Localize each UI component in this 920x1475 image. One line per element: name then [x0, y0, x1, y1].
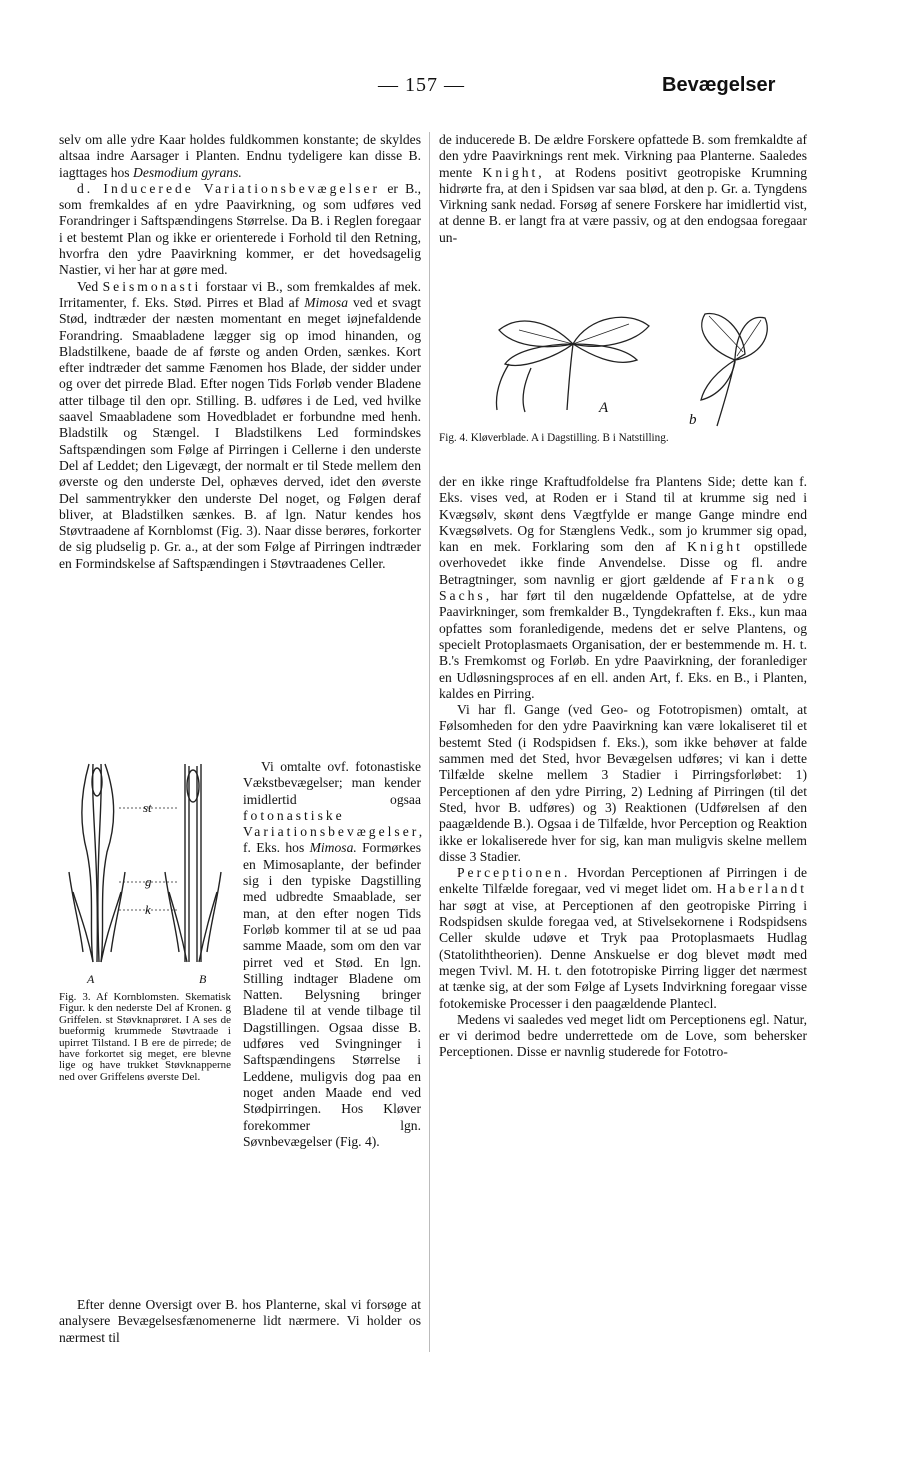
text-run: er B., som fremkaldes af en ydre Paavirkning, og som udføres ved Forandringer i Saftspændingens Størrelse. Da B. i Reglen foregaar i et bestemt Plan og ikke er orienterede i Forhold til den Retning, hvorfra den ydre Paavirkning kommer, er det hovedsagelig Nastier, vi her har at gøre med.: [59, 180, 421, 278]
text-run: selv om alle ydre Kaar holdes fuldkommen konstante; de skyldes altsaa indre Aarsager i Planten. Endnu tydeligere kan disse B. iagttages hos: [59, 132, 421, 180]
text-run: Ved: [77, 278, 99, 294]
figure-3: [59, 752, 231, 1083]
figure-3-caption: Fig. 3. Af Kornblomsten. Skematisk Figur. k den nederste Del af Kronen. g Griffelen. st Støvknaprøret. I A ses de bueformig krummede Støvtraade i upirret Tilstand. I B ere de pirrede; de have forkortet sig meget, ere blevne lige og have trukket Støvknapperne ned over Griffelens øverste Del.: [59, 991, 231, 1083]
term-label: fotonastiske Variationsbevægelser,: [243, 807, 426, 840]
petiole-a: [567, 344, 573, 410]
person-name: Knight,: [482, 164, 545, 180]
paragraph: [439, 474, 807, 702]
text-run: Vi omtalte ovf. fotonastiske Vækstbevægelser; man kender imidlertid ogsaa: [243, 759, 421, 807]
term-label: Seismonasti: [102, 278, 202, 294]
person-name: Knight: [687, 539, 743, 555]
left-column-end: [59, 1297, 421, 1346]
figure-4-caption: Fig. 4. Kløverblade. A i Dagstilling. B i Natstilling.: [439, 432, 669, 444]
filament-a-left: [82, 764, 93, 962]
text-run: f. Eks. hos: [243, 840, 305, 856]
paragraph: Vi har fl. Gange (ved Geo- og Fototropismen) omtalt, at Følsomheden for den ydre Paavirkning kan være lokaliseret til et bestemt Sted (i Rodspidsen f. Eks.), som ikke behøver at falde sammen med det Sted, hvor Bevægelsen udføres; vi kan i dette Tilfælde skelne mellem 3 Stadier i Pirringsforløbet: 1) Perceptionen af den ydre Pirring, 2) Ledning af Pirringen (til det Sted, hvor B. udføres) og 3) Reaktionen (Udførelsen af den paagældende B.). Ogsaa i de Tilfælde, hvor Perception og Reaktion ikke er lokaliserede hver for sig, kan man muligvis skelne mellem disse 3 Stadier.: [439, 702, 807, 864]
species-name: Mimosa.: [309, 840, 357, 856]
label-B: B: [199, 972, 207, 986]
right-column: [439, 132, 807, 246]
person-name: Haberlandt: [716, 881, 807, 897]
text-run: forstaar vi B., som fremkaldes af mek. Irritamenter, f. Eks. Stød. Pirres et Blad af: [59, 278, 421, 310]
label-st: st: [143, 800, 152, 815]
term-label: d. Inducerede Variationsbevægelser: [77, 180, 381, 196]
text-run: har ført til den nugældende Opfattelse, at de ydre Paavirkninger, som fremkalder B., Tyngdekraften f. Eks., kun maa opfattes som foranledigende, medens det er selve Plantens, og specielt Protoplasmaets Organisation, der er bestemmende m. H. t. B.'s Fremkomst og Forløb. En ydre Paavirkning, der foranlediger en Udløsningsproces af en ell. anden Art, f. Eks. en B., i Planten, kaldes en Pirring.: [439, 588, 807, 701]
text-run: der en ikke ringe Kraftudfoldelse fra Plantens Side; dette kan f. Eks. vises ved, at Roden er i Stand til at krumme sig ned i Kvægsølv, skønt dens Vægtfylde er mange Gange mindre end Kvægsølvets. Og for Stænglens Vedk., som jo krummer sig opad, kan en mek. Forklaring som den af: [439, 474, 807, 555]
right-column-continued: [439, 474, 807, 1061]
text-run: at Rodens positivt geotropiske Krumning hidrørte fra, at den i Spidsen var saa blød, at den p. Gr. a. Tyngdens Virkning sank nedad. Forsøg af senere Forskere har imidlertid vist, at denne B. er langt fra at være passiv, og at den endogsaa foregaar un-: [439, 164, 808, 245]
term-label: Perceptionen.: [457, 865, 571, 881]
leaflet-a-front: [505, 344, 573, 365]
paragraph: [59, 181, 421, 279]
paragraph: [439, 865, 807, 1012]
figure-4: [439, 300, 807, 450]
person-name: Frank og Sachs,: [439, 571, 807, 604]
label-g: g: [145, 874, 152, 889]
label-k: k: [145, 902, 151, 917]
running-title: Bevægelser: [662, 74, 776, 96]
text-run: har søgt at vise, at Perceptionen af den geotropiske Pirring i Rodspidsen skulde foregaa ved, at Stivelsekornene i Rodspidsens Celler skulde udøve et Tryk paa Protoplasmaets Hudlag (Statoliththeorien). Denne Anskuelse er dog blevet mødt med megen Tvivl. M. H. t. den fototropiske Pirring ligger det nærmest at tænke sig, at der som Følge af Lysets Indvirkning foregaar visse fotokemiske Processer i den paagældende Plantecl.: [439, 897, 807, 1011]
paragraph: Efter denne Oversigt over B. hos Planterne, skal vi forsøge at analysere Bevægelsesfænomenerne lidt nærmere. Vi holder os nærmest til: [59, 1297, 421, 1345]
text-run: Hvordan Perceptionen af Pirringen i de enkelte Tilfælde foregaar, ved vi meget lidet om.: [439, 865, 808, 897]
paragraph: [59, 132, 421, 181]
paragraph: [243, 759, 426, 1150]
text-run: ved et svagt Stød, indtræder der næsten momentant en meget iøjnefaldende Forandring. Smaabladene lægger sig op imod hinanden, og Bladstilkene, baade de af første og anden Orden, sænkes. Kort efter indtræder det samme Fænomen hos Blade, der sidder under og over det pirrede Blad. Efter nogen Tids Forløb vender Bladene atter tilbage til den opr. Stilling. B. udføres i de Led, ved hvilke saavel Smaabladene som Hovedbladet er forbundne med henh. Bladstilk og Stængel. I Bladstilkens Led formindskes Saftspændingen som Følge af Pirringen i Cellerne i den underste Del af Leddet; den Ligevægt, der normalt er til Stede mellem den øverste og den underste Del, ophæves derved, idet den øverste Del sammentrykker den underste Del noget, og Følgen deraf bliver, at Bladstilken sænkes. B. af lgn. Natur kendes hos Støvtraadene af Kornblomst (Fig. 3). Naar disse berøres, forkorter de sig pludselig p. Gr. a., at der som Følge af Pirringen indtræder en Formindskelse af Saftspændingen i Støvtraadenes Celler.: [59, 294, 421, 571]
paragraph: [439, 132, 807, 246]
text-run: Formørkes en Mimosaplante, der befinder sig i den typiske Dagstilling med udbredte Smaablade, ser man, at den efter nogen Tids Forløb kommer til at se ud paa samme Maade, som om den var pirret ved et Stød. En lgn. Stilling indtager Bladene om Natten. Belysning bringer Bladene til at vende tilbage til Dagstillingen. Ogsaa disse B. udføres ved Svingninger i Saftspændingens Størrelse i Leddene, muligvis dog paa en noget anden Maade end ved Stødpirringen. Hos Kløver forekommer lgn. Søvnbevægelser (Fig. 4).: [243, 840, 421, 1149]
leaflet-a-right: [573, 317, 649, 346]
filament-a-right: [101, 764, 114, 962]
species-name: Desmodium gyrans.: [133, 164, 242, 180]
cornflower-stamen-drawing: [59, 752, 231, 972]
leaflet-a-left: [499, 321, 573, 347]
text-run: opstillede overhovedet ikke finde Anvendelse. Disse og fl. andre Betragtninger, som navnlig er gjort gældende af: [439, 539, 807, 587]
paragraph: Medens vi saaledes ved meget lidt om Perceptionens egl. Natur, er vi derimod bedre underrettede om de Love, som behersker Perceptionen. Disse er navnlig studerede for Fototro-: [439, 1011, 807, 1060]
clover-leaf-drawing: [439, 300, 807, 428]
text-run: de inducerede B. De ældre Forskere opfattede B. som fremkaldte af den ydre Paavirknings rent mek. Virkning paa Planterne. Saaledes mente: [439, 132, 807, 180]
left-column-beside-figure: [243, 759, 426, 1150]
column-divider: [429, 132, 430, 1352]
label-B: b: [689, 412, 697, 428]
page-header: [0, 74, 920, 104]
page-number: — 157 —: [378, 74, 465, 96]
label-A: A: [87, 972, 95, 986]
paragraph: [59, 279, 421, 572]
label-A: A: [599, 400, 609, 416]
left-column: [59, 132, 421, 572]
species-name: Mimosa: [304, 294, 348, 310]
